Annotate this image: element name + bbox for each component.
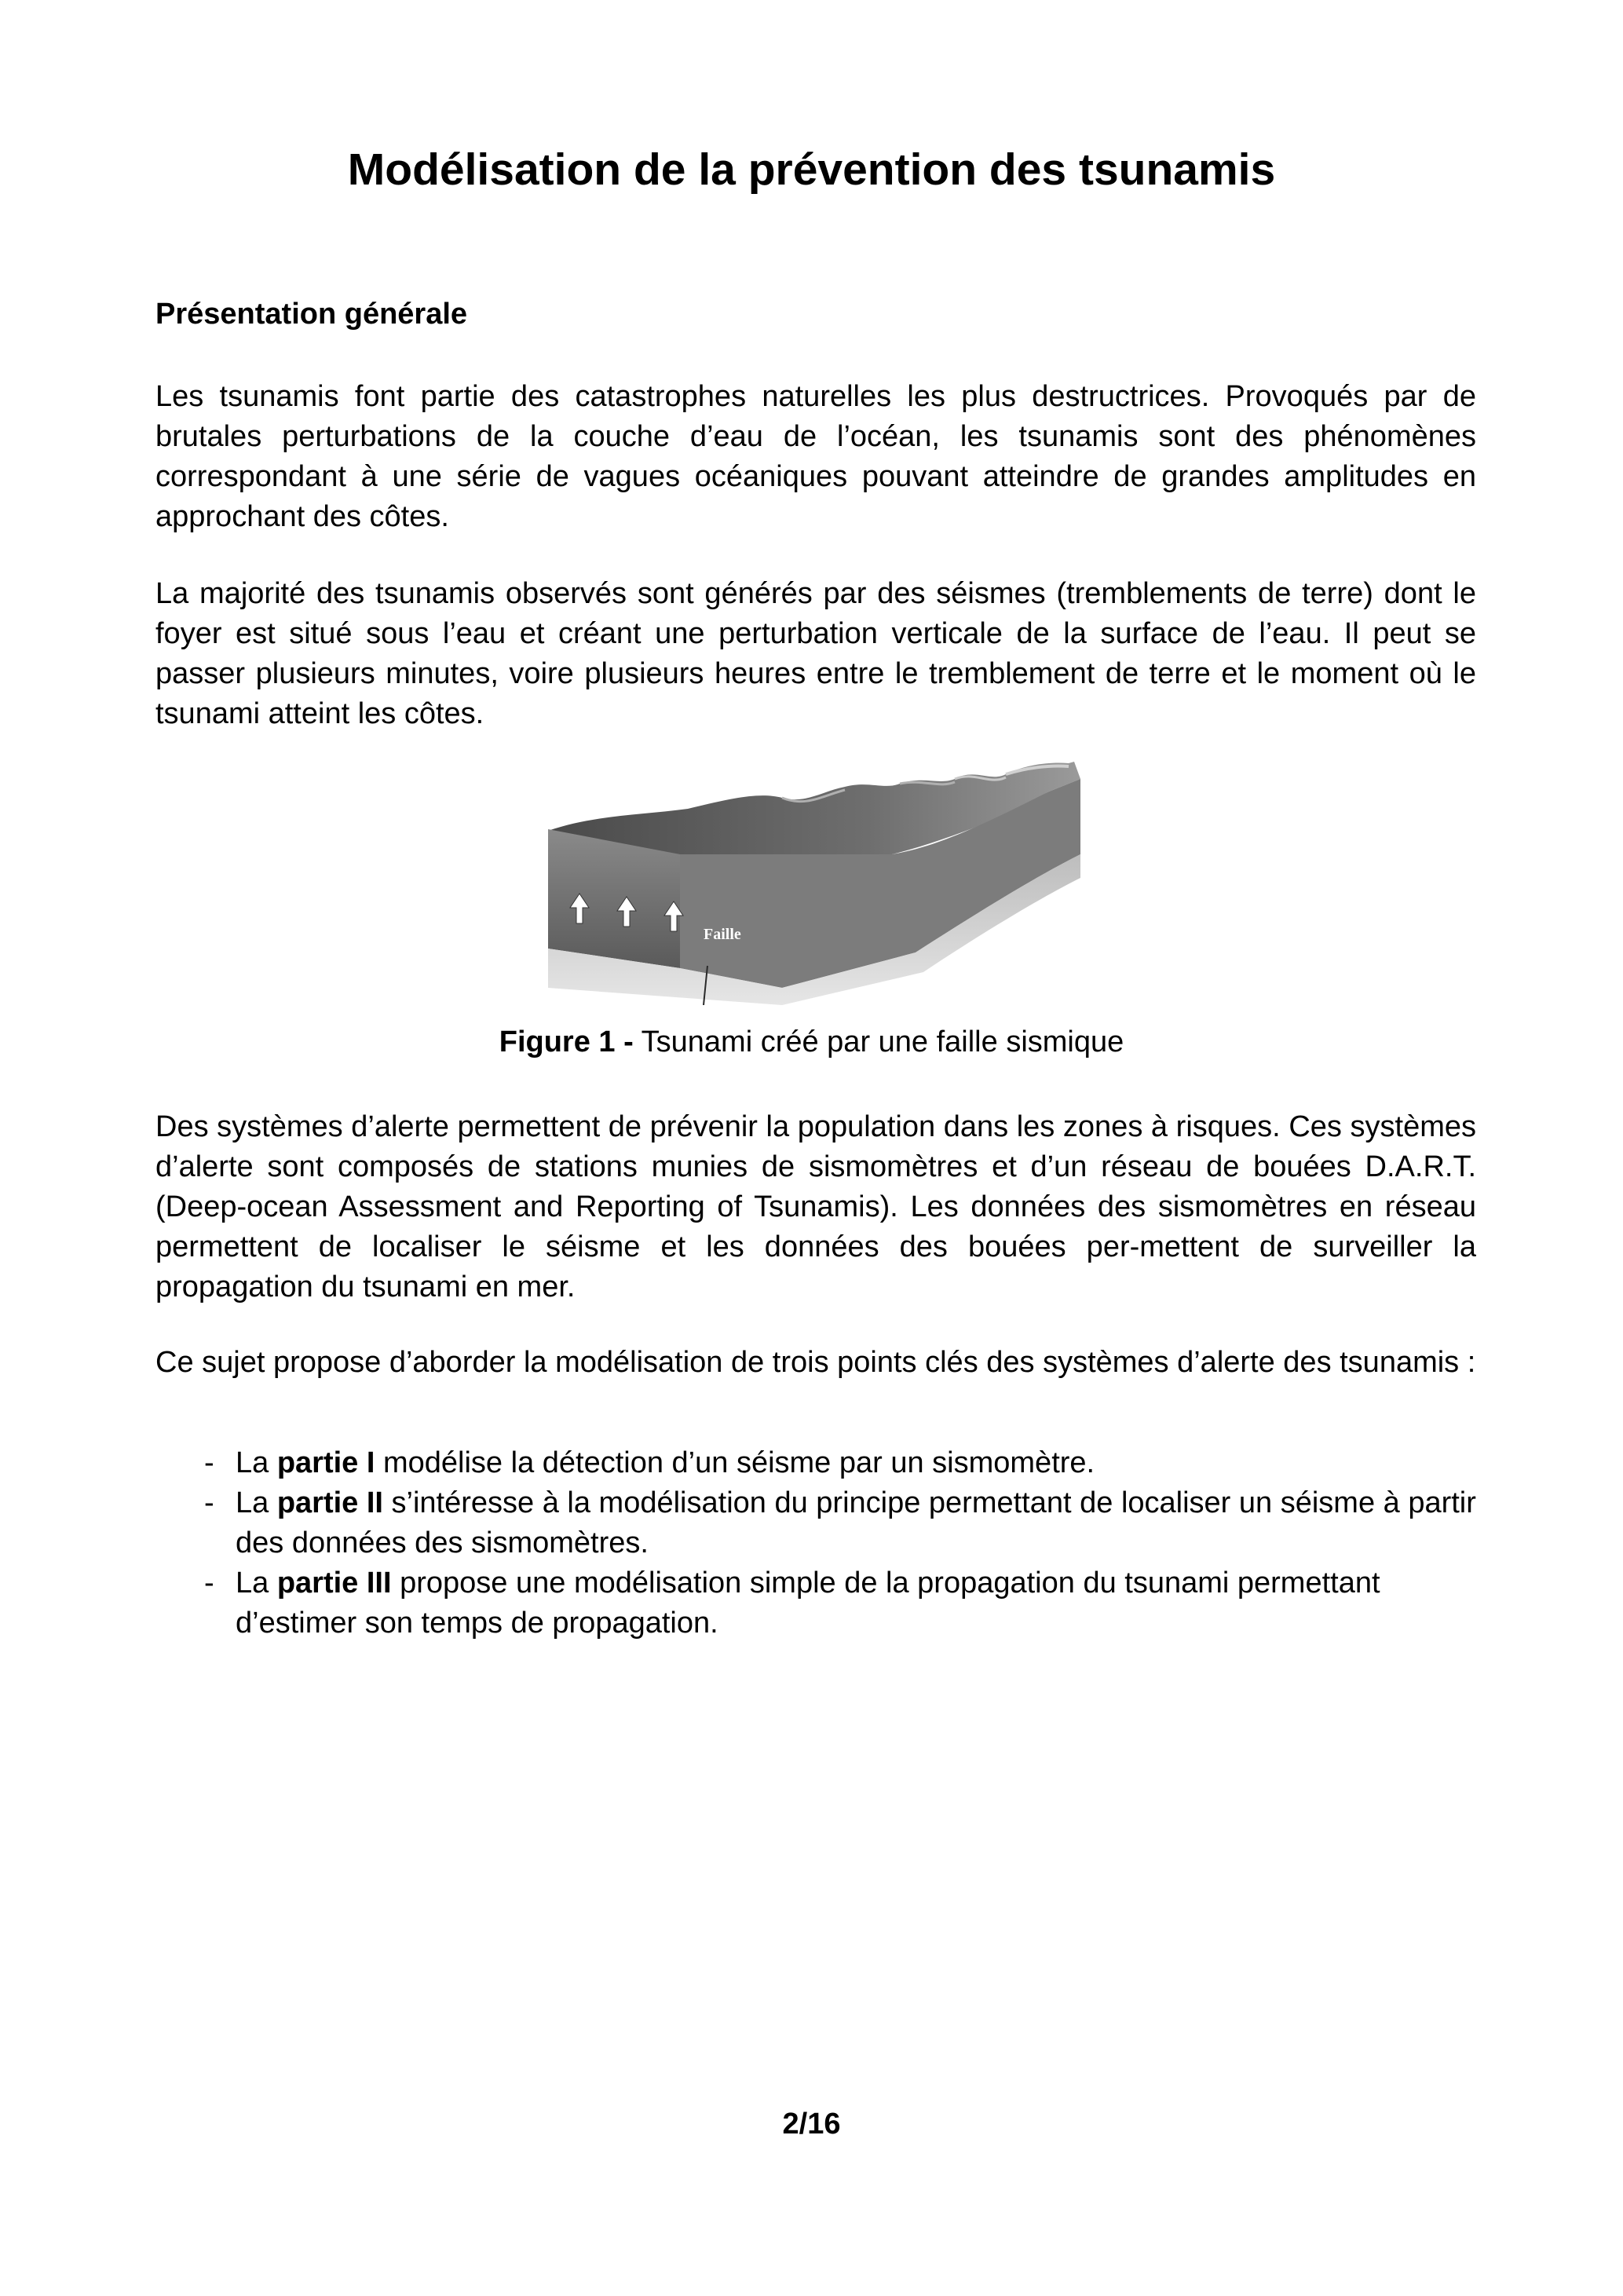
list-dash: - [204, 1486, 214, 1519]
list-dash: - [204, 1567, 214, 1600]
figure-caption-text: Tsunami créé par une faille sismique [633, 1026, 1124, 1058]
tsunami-fault-figure [546, 760, 1084, 1005]
parts-list [204, 1443, 1480, 1643]
list-item: - La partie III propose une modélisation simple de la propagation du tsunami permettant d’estimer son temps de propagation. [204, 1563, 1480, 1643]
list-item: - La partie I modélise la détection d’un séisme par un sismomètre. [204, 1443, 1480, 1483]
list-dash: - [204, 1446, 214, 1479]
section-heading: Présentation générale [155, 298, 468, 331]
page-title: Modélisation de la prévention des tsunamis [347, 144, 1276, 195]
figure-caption-label: Figure 1 - [499, 1026, 634, 1058]
paragraph-subject: Ce sujet propose d’aborder la modélisation de trois points clés des systèmes d’alerte des tsunamis : [155, 1346, 1476, 1379]
fault-label: Faille [704, 926, 741, 943]
list-item: - La partie II s’intéresse à la modélisation du principe permettant de localiser un séisme à partir des données des sismomètres. [204, 1483, 1480, 1563]
paragraph-origin: La majorité des tsunamis observés sont générés par des séismes (tremblements de terre) dont le foyer est situé sous l’eau et créant une perturbation verticale de la surface de l’eau. Il peut se passer plusieurs minutes, voire plusieurs heures entre le tremblement de terre et le moment où le tsunami atteint les côtes. [155, 577, 1476, 730]
paragraph-intro: Les tsunamis font partie des catastrophes naturelles les plus destructrices. Provoqués par de brutales perturbations de la couche d’eau de l’océan, les tsunamis sont des phénomènes correspondant à une série de vagues océaniques pouvant atteindre de grandes amplitudes en approchant des côtes. [155, 380, 1476, 533]
figure-caption [0, 1025, 1623, 1061]
page-number: 2/16 [782, 2108, 841, 2141]
paragraph-alert-systems: Des systèmes d’alerte permettent de prévenir la population dans les zones à risques. Ces systèmes d’alerte sont composés de stations munies de sismomètres et d’un réseau de bouées D.A.R.T. (Deep-ocean Assessment and Reporting of Tsunamis). Les données des sismomètres en réseau permettent de localiser le séisme et les données des bouées per-mettent de surveiller la propagation du tsunami en mer. [155, 1110, 1476, 1303]
